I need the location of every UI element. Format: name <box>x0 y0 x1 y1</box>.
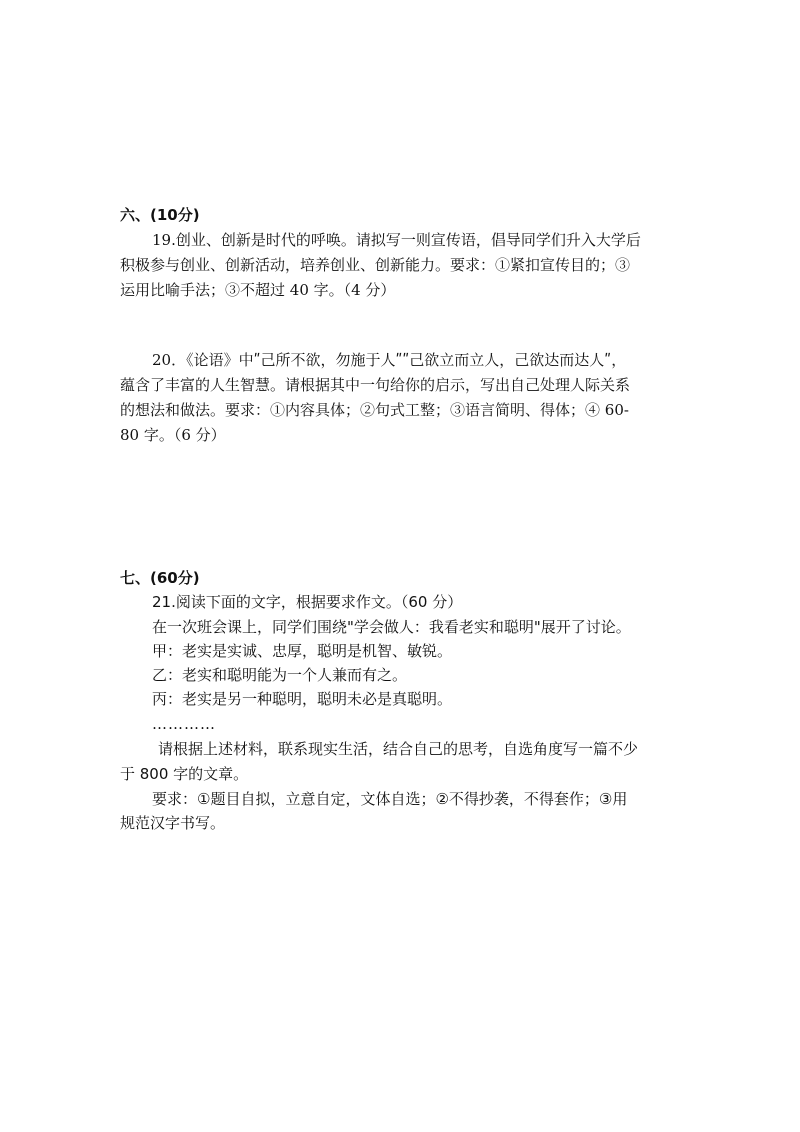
question-21-line-5: 丙：老实是另一种聪明，聪明未必是真聪明。 <box>152 690 453 708</box>
question-21-line-9: 要求：①题目自拟，立意自定，文体自选；②不得抄袭，不得套作；③用 <box>152 790 628 808</box>
question-21-line-1: 21.阅读下面的文字，根据要求作文。（60 分） <box>152 593 463 611</box>
question-21-line-7: 请根据上述材料，联系现实生活，结合自己的思考，自选角度写一篇不少 <box>158 740 639 758</box>
question-20-line-4: 80 字。（6 分） <box>120 426 226 444</box>
question-19-line-2: 积极参与创业、创新活动，培养创业、创新能力。要求：①紧扣宣传目的；③ <box>120 256 631 274</box>
question-21-line-10: 规范汉字书写。 <box>120 814 226 832</box>
question-20-line-1: 20．《论语》中ʺ己所不欲，勿施于人ʺʺ己欲立而立人，己欲达而达人ʺ， <box>152 351 627 369</box>
question-20-line-2: 蕴含了丰富的人生智慧。请根据其中一句给你的启示，写出自己处理人际关系 <box>120 376 631 394</box>
question-20-line-3: 的想法和做法。要求：①内容具体；②句式工整；③语言简明、得体；④ 60- <box>120 401 629 419</box>
question-19-line-3: 运用比喻手法；③不超过 40 字。（4 分） <box>120 281 396 299</box>
question-21-line-2: 在一次班会课上，同学们围绕"学会做人：我看老实和聪明"展开了讨论。 <box>152 618 631 636</box>
question-21-line-3: 甲：老实是实诚、忠厚，聪明是机智、敏锐。 <box>152 642 453 660</box>
question-21-line-8: 于 800 字的文章。 <box>120 765 249 783</box>
section-7-heading: 七、(60分) <box>120 569 200 587</box>
question-21-ellipsis: ………… <box>152 715 216 733</box>
question-19-line-1: 19.创业、创新是时代的呼唤。请拟写一则宣传语，倡导同学们升入大学后 <box>152 231 641 249</box>
section-6-heading: 六、(10分) <box>120 206 200 224</box>
question-21-line-4: 乙：老实和聪明能为一个人兼而有之。 <box>152 666 408 684</box>
